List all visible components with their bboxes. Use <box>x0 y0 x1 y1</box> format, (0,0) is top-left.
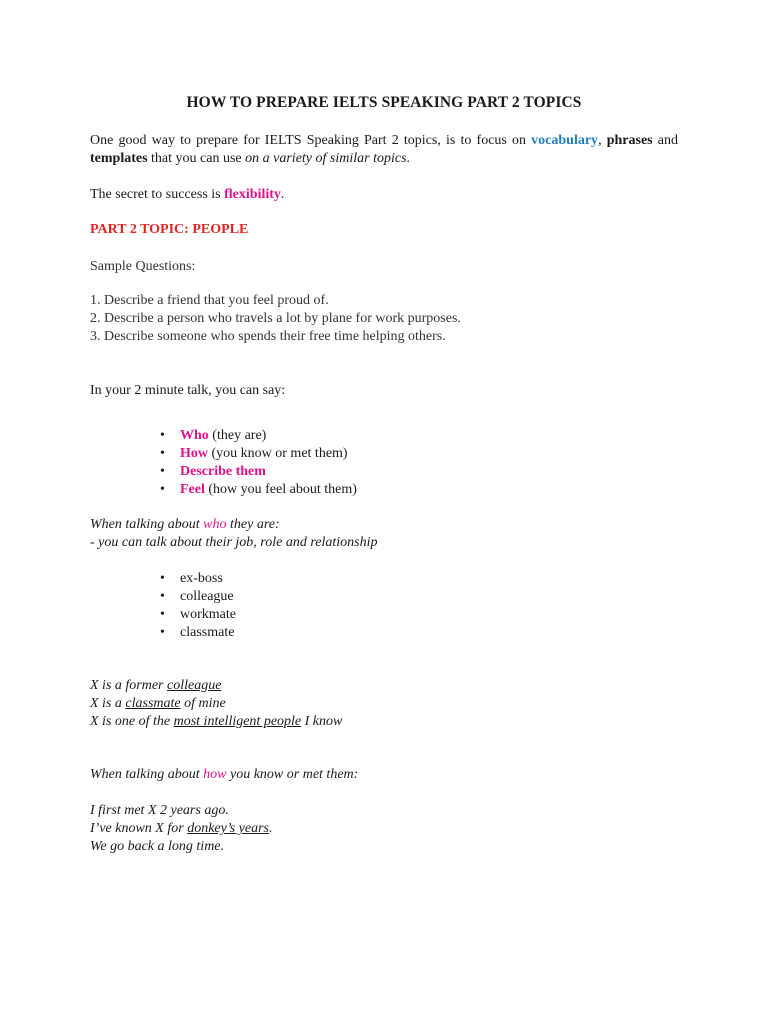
how-example-2 <box>90 820 272 838</box>
example-text: X is a <box>90 696 126 711</box>
example-text: We go back a long time. <box>90 839 225 854</box>
list-item <box>156 427 357 445</box>
list-item <box>156 624 236 642</box>
example-text: X is a former <box>90 678 167 693</box>
bullet-icon: • <box>160 428 165 443</box>
how-suffix: you know or met them: <box>226 767 359 782</box>
who-suffix: they are: <box>226 517 280 532</box>
document-title: HOW TO PREPARE IELTS SPEAKING PART 2 TOPICS <box>186 94 582 111</box>
secret-prefix: The secret to success is <box>90 187 225 202</box>
role-label: workmate <box>180 607 236 622</box>
example-text: I first met X 2 years ago. <box>90 803 229 818</box>
bullet-icon: • <box>160 464 165 479</box>
intro-text: One good way to prepare for IELTS Speaking Part 2 topics, is to focus on <box>90 133 532 148</box>
talk-point-key: Describe them <box>180 464 266 479</box>
talk-point-rest: (you know or met them) <box>208 446 348 461</box>
intro-variety: on a variety of similar topics <box>245 151 407 166</box>
list-item <box>156 481 357 499</box>
bullet-icon: • <box>160 482 165 497</box>
who-heading <box>90 516 280 534</box>
example-text: I’ve known X for <box>90 821 188 836</box>
bullet-icon: • <box>160 607 165 622</box>
talk-point-rest: (they are) <box>208 428 267 443</box>
bullet-icon: • <box>160 571 165 586</box>
example-text: of mine <box>180 696 226 711</box>
example-text: X is one of the <box>90 714 174 729</box>
talk-point-key: How <box>180 446 208 461</box>
who-example-3 <box>90 713 342 731</box>
secret-suffix: . <box>280 187 285 202</box>
list-item <box>156 570 236 588</box>
list-item <box>156 606 236 624</box>
intro-and: and <box>652 133 679 148</box>
list-item <box>156 588 236 606</box>
intro-comma: , <box>598 133 607 148</box>
example-underlined: donkey’s years <box>187 821 269 836</box>
intro-period: . <box>406 151 411 166</box>
bullet-icon: • <box>160 446 165 461</box>
talk-point-key: Who <box>180 428 209 443</box>
example-underlined: classmate <box>125 696 181 711</box>
question-2: 2. Describe a person who travels a lot by plane for work purposes. <box>90 311 461 326</box>
intro-vocabulary: vocabulary <box>531 133 599 148</box>
question-1: 1. Describe a friend that you feel proud of. <box>90 293 329 308</box>
example-text: I know <box>301 714 343 729</box>
talk-intro: In your 2 minute talk, you can say: <box>90 383 286 398</box>
bullet-icon: • <box>160 589 165 604</box>
talk-point-rest: (how you feel about them) <box>204 482 357 497</box>
talk-points-list <box>156 427 357 499</box>
example-text: . <box>268 821 273 836</box>
intro-paragraph <box>90 132 678 168</box>
secret-line <box>90 186 284 204</box>
example-underlined: colleague <box>167 678 222 693</box>
bullet-icon: • <box>160 625 165 640</box>
section-heading: PART 2 TOPIC: PEOPLE <box>90 222 249 237</box>
how-heading <box>90 766 358 784</box>
list-item <box>156 445 357 463</box>
how-keyword: how <box>203 767 227 782</box>
who-example-2 <box>90 695 226 713</box>
how-example-3 <box>90 838 224 856</box>
example-underlined: most intelligent people <box>173 714 302 729</box>
who-subheading: - you can talk about their job, role and relationship <box>90 535 378 550</box>
role-label: colleague <box>180 589 234 604</box>
intro-templates: templates <box>90 151 148 166</box>
list-item <box>156 463 357 481</box>
who-keyword: who <box>203 517 227 532</box>
talk-point-key: Feel <box>180 482 205 497</box>
role-label: ex-boss <box>180 571 223 586</box>
how-prefix: When talking about <box>90 767 204 782</box>
sample-questions-label: Sample Questions: <box>90 259 196 274</box>
question-3: 3. Describe someone who spends their free time helping others. <box>90 329 446 344</box>
role-label: classmate <box>180 625 235 640</box>
secret-keyword: flexibility <box>224 187 281 202</box>
intro-that: that you can use <box>147 151 246 166</box>
who-prefix: When talking about <box>90 517 204 532</box>
roles-list <box>156 570 236 642</box>
how-example-1 <box>90 802 229 820</box>
who-example-1 <box>90 677 221 695</box>
intro-phrases: phrases <box>606 133 653 148</box>
